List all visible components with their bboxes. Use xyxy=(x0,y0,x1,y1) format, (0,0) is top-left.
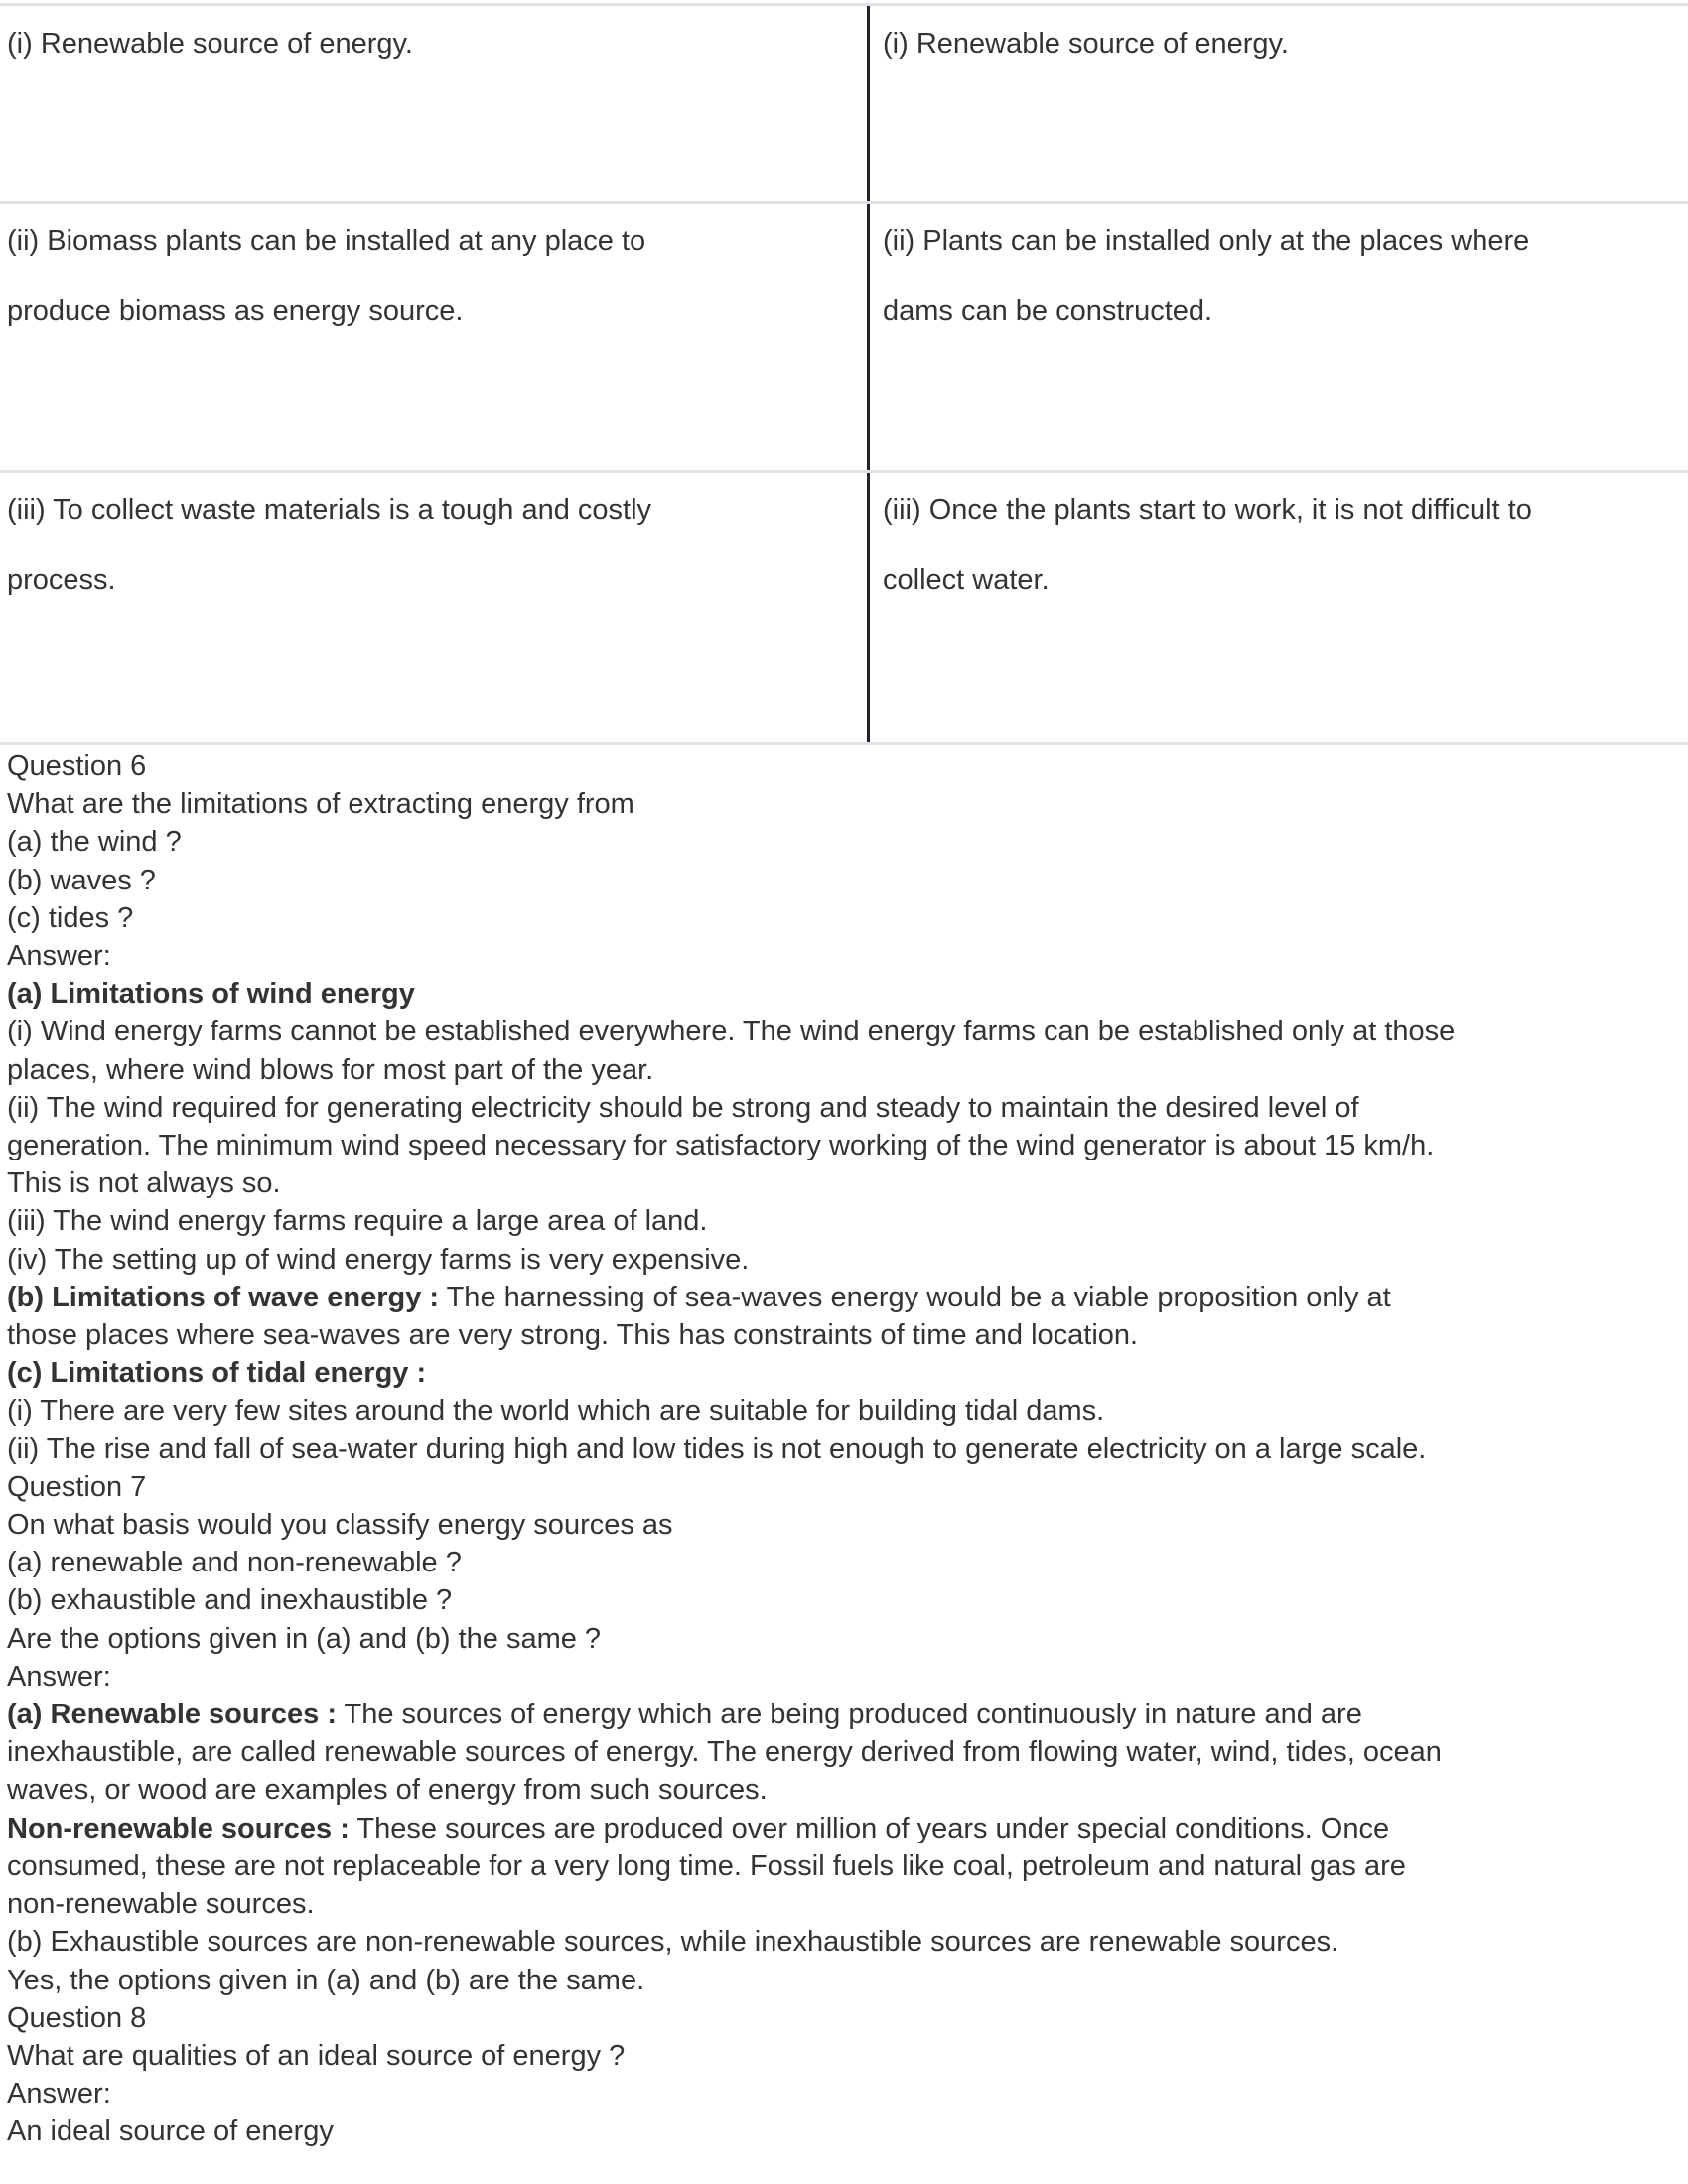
text-line: those places where sea-waves are very strong. This has constraints of time and location. xyxy=(7,1319,1139,1352)
text-line: Question 6 xyxy=(7,751,147,782)
text-line: generation. The minimum wind speed necessary for satisfactory working of the wind generator is about 15 km/h. xyxy=(7,1130,1435,1162)
bold-heading-segment: (b) Limitations of wave energy : xyxy=(7,1281,440,1313)
text-line: Are the options given in (a) and (b) the same ? xyxy=(7,1622,602,1655)
table-cell-line: (i) Renewable source of energy. xyxy=(883,28,1289,60)
text-line: places, where wind blows for most part of the year. xyxy=(7,1053,654,1086)
bold-heading-segment: (a) Renewable sources : xyxy=(7,1699,337,1731)
table-cell-line: (ii) Plants can be installed only at the places where xyxy=(883,225,1530,257)
text-line: Answer: xyxy=(7,2078,111,2111)
text-line: (a) the wind ? xyxy=(7,826,182,859)
text-line: waves, or wood are examples of energy from such sources. xyxy=(7,1774,768,1807)
text-line: (ii) The rise and fall of sea-water during high and low tides is not enough to generate electricity on a large scale. xyxy=(7,1433,1427,1465)
table-row xyxy=(0,470,1688,742)
text-line: (b) Limitations of wave energy : The harnessing of sea-waves energy would be a viable proposition only at xyxy=(7,1281,1391,1313)
table-cell-right xyxy=(867,204,1688,470)
comparison-table xyxy=(0,3,1688,745)
text-line: What are qualities of an ideal source of energy ? xyxy=(7,2039,626,2072)
text-line: Answer: xyxy=(7,1660,111,1693)
table-cell-line: collect water. xyxy=(883,564,1050,596)
text-line: (iv) The setting up of wind energy farms is very expensive. xyxy=(7,1243,750,1276)
table-cell-line: (ii) Biomass plants can be installed at any place to xyxy=(7,225,646,257)
text-line: Answer: xyxy=(7,940,111,973)
table-cell-line: produce biomass as energy source. xyxy=(7,295,464,327)
text-line: (ii) The wind required for generating electricity should be strong and steady to maintain the desired level of xyxy=(7,1091,1359,1124)
table-cell-left xyxy=(0,473,867,742)
text-line: (i) Wind energy farms cannot be established everywhere. The wind energy farms can be established only at those xyxy=(7,1016,1456,1048)
text-line: non-renewable sources. xyxy=(7,1888,315,1921)
text-line: What are the limitations of extracting energy from xyxy=(7,788,634,821)
text-line: (b) waves ? xyxy=(7,864,156,896)
qa-text-block xyxy=(0,745,1688,2151)
text-line: An ideal source of energy xyxy=(7,2116,334,2148)
text-line: (i) There are very few sites around the world which are suitable for building tidal dams. xyxy=(7,1395,1105,1428)
text-line xyxy=(7,975,1678,1013)
bold-heading-segment: (c) Limitations of tidal energy : xyxy=(7,1357,427,1390)
text-line xyxy=(7,1354,1678,1392)
text-line: (a) Renewable sources : The sources of energy which are being produced continuously in nature and are xyxy=(7,1699,1362,1731)
text-line: This is not always so. xyxy=(7,1167,281,1200)
text-line: On what basis would you classify energy sources as xyxy=(7,1509,673,1542)
table-cell-line: (iii) To collect waste materials is a tough and costly xyxy=(7,494,652,526)
text-line: (b) Exhaustible sources are non-renewable sources, while inexhaustible sources are renewable sources. xyxy=(7,1926,1339,1959)
table-row xyxy=(0,201,1688,470)
text-line: Question 7 xyxy=(7,1470,147,1503)
table-cell-line: dams can be constructed. xyxy=(883,295,1213,327)
table-cell-line: process. xyxy=(7,564,116,596)
text-line: (b) exhaustible and inexhaustible ? xyxy=(7,1584,453,1617)
text-line: consumed, these are not replaceable for a very long time. Fossil fuels like coal, petroleum and natural gas are xyxy=(7,1849,1406,1882)
text-line: (iii) The wind energy farms require a large area of land. xyxy=(7,1205,708,1238)
text-line: Yes, the options given in (a) and (b) are the same. xyxy=(7,1964,645,1996)
table-cell-left xyxy=(0,6,867,201)
table-cell-line: (i) Renewable source of energy. xyxy=(7,28,413,60)
bold-heading-segment: Non-renewable sources : xyxy=(7,1812,350,1844)
table-cell-right xyxy=(867,6,1688,201)
text-line: Question 8 xyxy=(7,2001,147,2034)
table-cell-line: (iii) Once the plants start to work, it is not difficult to xyxy=(883,494,1532,526)
text-line: inexhaustible, are called renewable sources of energy. The energy derived from flowing water, wind, tides, ocean xyxy=(7,1736,1442,1769)
text-line: (c) tides ? xyxy=(7,901,134,934)
text-line: Non-renewable sources : These sources are produced over million of years under special conditions. Once xyxy=(7,1812,1390,1844)
bold-heading-segment: (a) Limitations of wind energy xyxy=(7,978,415,1011)
table-row xyxy=(0,6,1688,201)
table-cell-left xyxy=(0,204,867,470)
table-cell-right xyxy=(867,473,1688,742)
text-line: (a) renewable and non-renewable ? xyxy=(7,1547,462,1579)
